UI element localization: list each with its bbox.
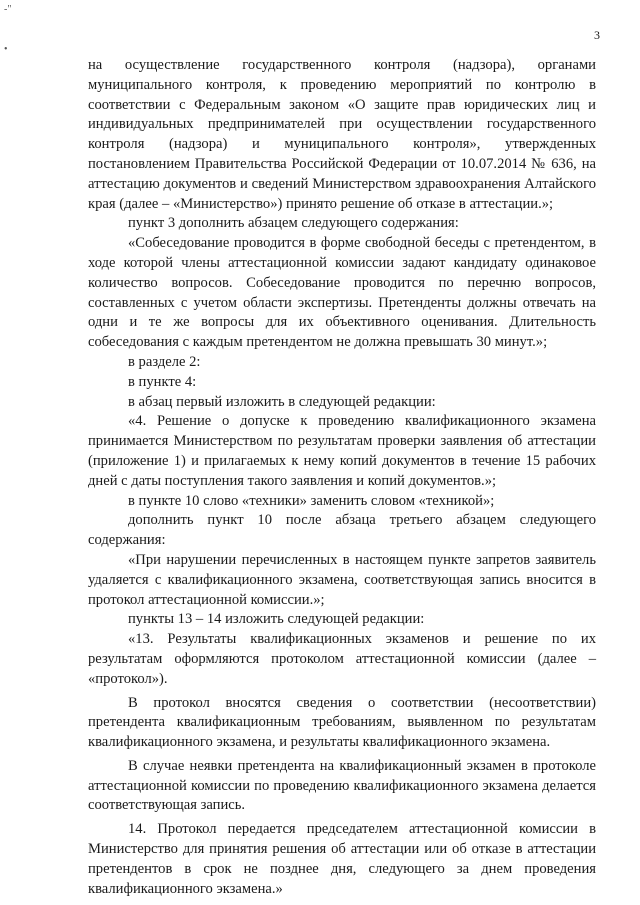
scan-mark: -" — [4, 4, 12, 15]
paragraph: «13. Результаты квалификационных экзаменов и решение по их результатам оформляются протоколом аттестационной комиссии (далее – «протокол»). — [88, 631, 596, 687]
paragraph: пункт 3 дополнить абзацем следующего содержания: — [128, 215, 459, 232]
paragraph: в абзац первый изложить в следующей редакции: — [128, 393, 436, 410]
paragraph: «При нарушении перечисленных в настоящем пункте запретов заявитель удаляется с квалификационного экзамена, соответствующая запись вносится в протокол аттестационной комиссии.»; — [88, 551, 596, 608]
paragraph: «4. Решение о допуске к проведению квалификационного экзамена принимается Министерством по результатам проверки заявления об аттестации (приложение 1) и прилагаемых к нему копий документов в течение 15 рабочих дней с даты поступления такого заявления и копий документов.»; — [88, 413, 596, 489]
page-number: 3 — [594, 28, 600, 42]
paragraph: на осуществление государственного контроля (надзора), органами муниципального контроля, к проведению мероприятий по контролю в соответствии с Федеральным законом «О защите прав юридических лиц и индивидуальных предпринимателей при осуществлении государственного контроля (надзора) и муниципального контроля», утвержденных постановлением Правительства Российской Федерации от 10.07.2014 № 636, на аттестацию документов и сведений Министерством здравоохранения Алтайского края (далее – «Министерство») принято решение об отказе в аттестации.»; — [88, 57, 596, 212]
paragraph: 14. Протокол передается председателем аттестационной комиссии в Министерство для принятия решения об аттестации или об отказе в аттестации претендентов в срок не позднее дня, следующего за днем проведения квалификационного экзамена.» — [88, 821, 596, 897]
paragraph: дополнить пункт 10 после абзаца третьего абзацем следующего содержания: — [88, 512, 596, 549]
paragraph: в пункте 4: — [128, 373, 197, 390]
paragraph: в разделе 2: — [128, 353, 201, 370]
document-body — [88, 56, 596, 899]
paragraph: В протокол вносятся сведения о соответствии (несоответствии) претендента квалификационным требованиям, выявленном по результатам квалификационного экзамена, и результаты квалификационного экзамена. — [88, 694, 596, 751]
paragraph: пункты 13 – 14 изложить следующей редакции: — [128, 611, 425, 628]
paragraph: В случае неявки претендента на квалификационный экзамен в протоколе аттестационной комиссии по проведению квалификационного экзамена делается соответствующая запись. — [88, 757, 596, 814]
paragraph: «Собеседование проводится в форме свободной беседы с претендентом, в ходе которой члены аттестационной комиссии задают кандидату одинаковое количество вопросов. Собеседование проводится по перечню вопросов, составленных с учетом области экспертизы. Претенденты должны отвечать на одни и те же вопросы для их объективного оценивания. Длительность собеседования с каждым претендентом не должна превышать 30 минут.»; — [88, 235, 596, 351]
paragraph: в пункте 10 слово «техники» заменить словом «техникой»; — [128, 492, 495, 509]
scan-mark: • — [4, 44, 8, 55]
